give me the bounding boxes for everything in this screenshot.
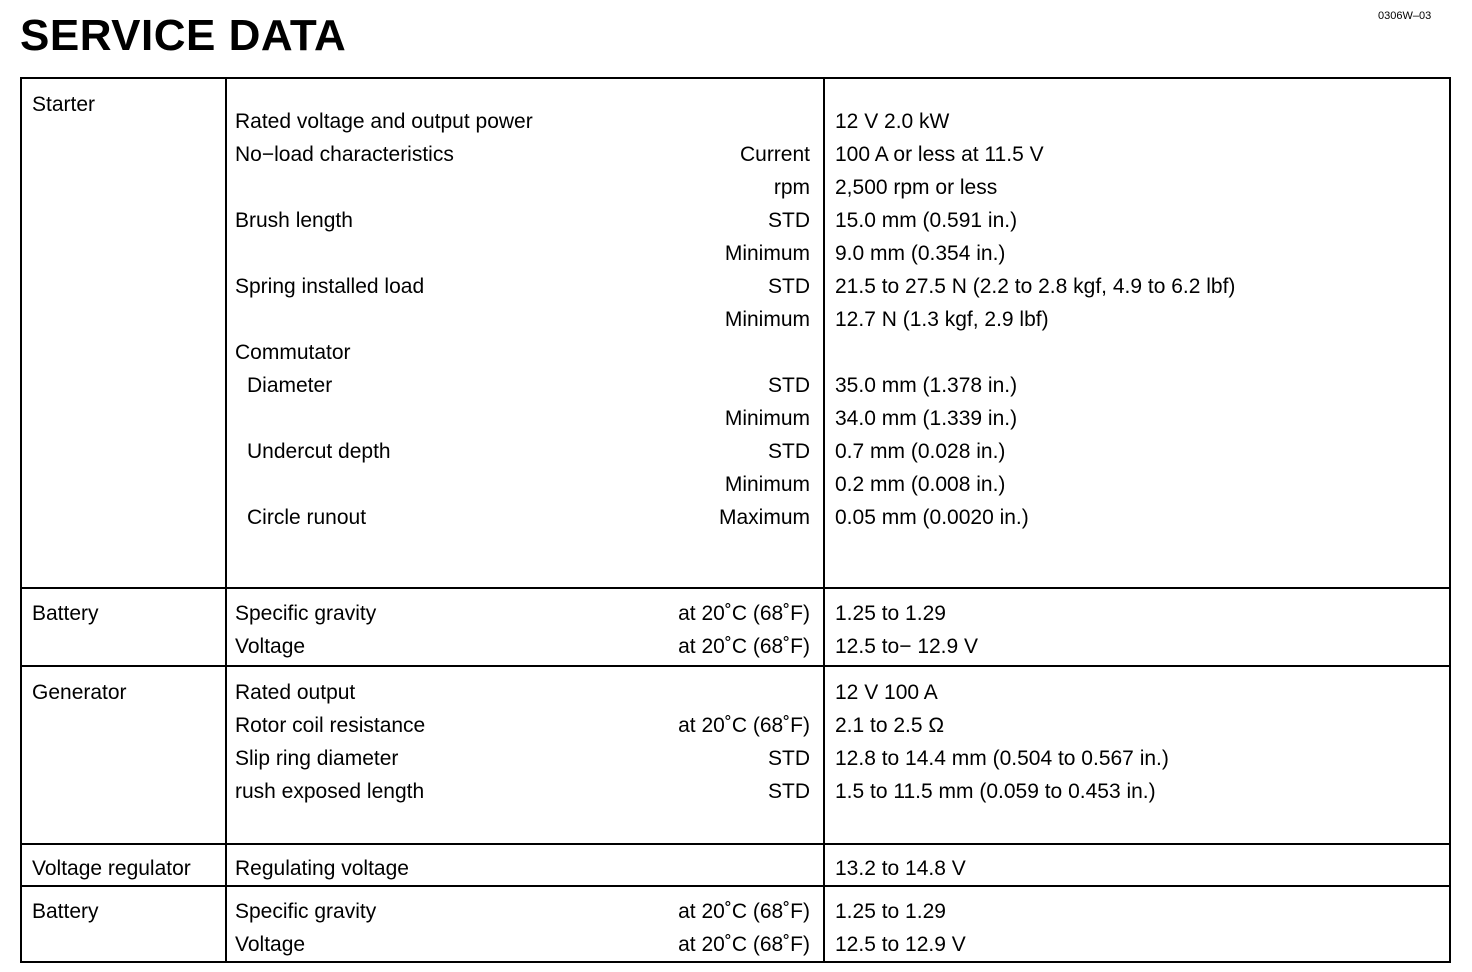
item-condition: at 20˚C (68˚F) xyxy=(678,635,810,658)
item-label: Specific gravity xyxy=(235,900,377,923)
item-value: 0.05 mm (0.0020 in.) xyxy=(835,506,1029,529)
item-condition: STD xyxy=(768,275,810,298)
category-label: Battery xyxy=(32,602,99,625)
table-row xyxy=(22,748,1449,781)
table-row xyxy=(22,901,1449,934)
item-condition: Current xyxy=(739,143,810,166)
item-value: 12.5 to 12.9 V xyxy=(835,933,966,956)
section-voltage-regulator xyxy=(20,843,1451,887)
item-label: Rotor coil resistance xyxy=(235,714,426,737)
item-condition: STD xyxy=(768,209,810,232)
item-condition: rpm xyxy=(773,176,810,199)
item-value: 12.5 to− 12.9 V xyxy=(835,635,979,658)
item-condition: Minimum xyxy=(724,308,810,331)
item-condition: Minimum xyxy=(724,473,810,496)
item-label: Rated output xyxy=(235,681,356,704)
table-row xyxy=(22,210,1449,243)
item-condition: STD xyxy=(768,374,810,397)
table-row xyxy=(22,309,1449,342)
table-row xyxy=(22,375,1449,408)
item-label: Slip ring diameter xyxy=(235,747,399,770)
item-condition: STD xyxy=(768,747,810,770)
section-starter xyxy=(20,77,1451,589)
table-row xyxy=(22,507,1449,540)
item-condition: Maximum xyxy=(718,506,810,529)
page-title: SERVICE DATA xyxy=(20,11,347,60)
table-row xyxy=(22,441,1449,474)
table-row xyxy=(22,276,1449,309)
item-value: 0.7 mm (0.028 in.) xyxy=(835,440,1006,463)
section-generator xyxy=(20,665,1451,845)
item-condition: at 20˚C (68˚F) xyxy=(678,900,810,923)
table-row xyxy=(22,408,1449,441)
item-value: 12.7 N (1.3 kgf, 2.9 lbf) xyxy=(835,308,1049,331)
category-label: Voltage regulator xyxy=(32,857,191,880)
table-row xyxy=(22,715,1449,748)
item-label: Regulating voltage xyxy=(235,857,409,880)
item-condition: at 20˚C (68˚F) xyxy=(678,714,810,737)
item-value: 9.0 mm (0.354 in.) xyxy=(835,242,1006,265)
table-row xyxy=(22,111,1449,144)
item-condition: STD xyxy=(768,780,810,803)
item-condition: STD xyxy=(768,440,810,463)
item-value: 2.1 to 2.5 Ω xyxy=(835,714,945,737)
item-label: Rated voltage and output power xyxy=(235,110,533,133)
table-row xyxy=(22,144,1449,177)
table-row xyxy=(22,934,1449,967)
table-row xyxy=(22,177,1449,210)
item-condition: Minimum xyxy=(724,242,810,265)
item-value: 2,500 rpm or less xyxy=(835,176,998,199)
item-value: 0.2 mm (0.008 in.) xyxy=(835,473,1006,496)
table-row xyxy=(22,603,1449,636)
item-label: Voltage xyxy=(235,933,306,956)
item-value: 34.0 mm (1.339 in.) xyxy=(835,407,1018,430)
item-value: 100 A or less at 11.5 V xyxy=(835,143,1044,166)
table-row xyxy=(22,781,1449,814)
item-value: 12.8 to 14.4 mm (0.504 to 0.567 in.) xyxy=(835,747,1169,770)
item-condition: Minimum xyxy=(724,407,810,430)
item-condition: at 20˚C (68˚F) xyxy=(678,602,810,625)
category-label: Generator xyxy=(32,681,127,704)
table-row xyxy=(22,682,1449,715)
item-label: Voltage xyxy=(235,635,306,658)
item-value: 1.25 to 1.29 xyxy=(835,602,946,625)
item-value: 35.0 mm (1.378 in.) xyxy=(835,374,1018,397)
section-battery-2 xyxy=(20,885,1451,963)
item-label: Undercut depth xyxy=(247,440,391,463)
item-value: 1.25 to 1.29 xyxy=(835,900,946,923)
table-row xyxy=(22,474,1449,507)
item-label: Circle runout xyxy=(247,506,367,529)
item-label: Brush length xyxy=(235,209,353,232)
item-label: rush exposed length xyxy=(235,780,425,803)
item-value: 12 V 2.0 kW xyxy=(835,110,950,133)
item-value: 1.5 to 11.5 mm (0.059 to 0.453 in.) xyxy=(835,780,1156,803)
item-value: 13.2 to 14.8 V xyxy=(835,857,966,880)
item-value: 21.5 to 27.5 N (2.2 to 2.8 kgf, 4.9 to 6.2 lbf) xyxy=(835,275,1236,298)
item-condition: at 20˚C (68˚F) xyxy=(678,933,810,956)
item-label: Spring installed load xyxy=(235,275,425,298)
section-battery xyxy=(20,587,1451,667)
item-label: No−load characteristics xyxy=(235,143,454,166)
category-label: Battery xyxy=(32,900,99,923)
table-row xyxy=(22,243,1449,276)
item-label: Diameter xyxy=(247,374,333,397)
table-row xyxy=(22,342,1449,375)
item-label: Commutator xyxy=(235,341,351,364)
document-code: 0306W–03 xyxy=(1378,10,1432,22)
item-label: Specific gravity xyxy=(235,602,377,625)
category-label: Starter xyxy=(32,93,96,116)
item-value: 12 V 100 A xyxy=(835,681,938,704)
item-value: 15.0 mm (0.591 in.) xyxy=(835,209,1018,232)
